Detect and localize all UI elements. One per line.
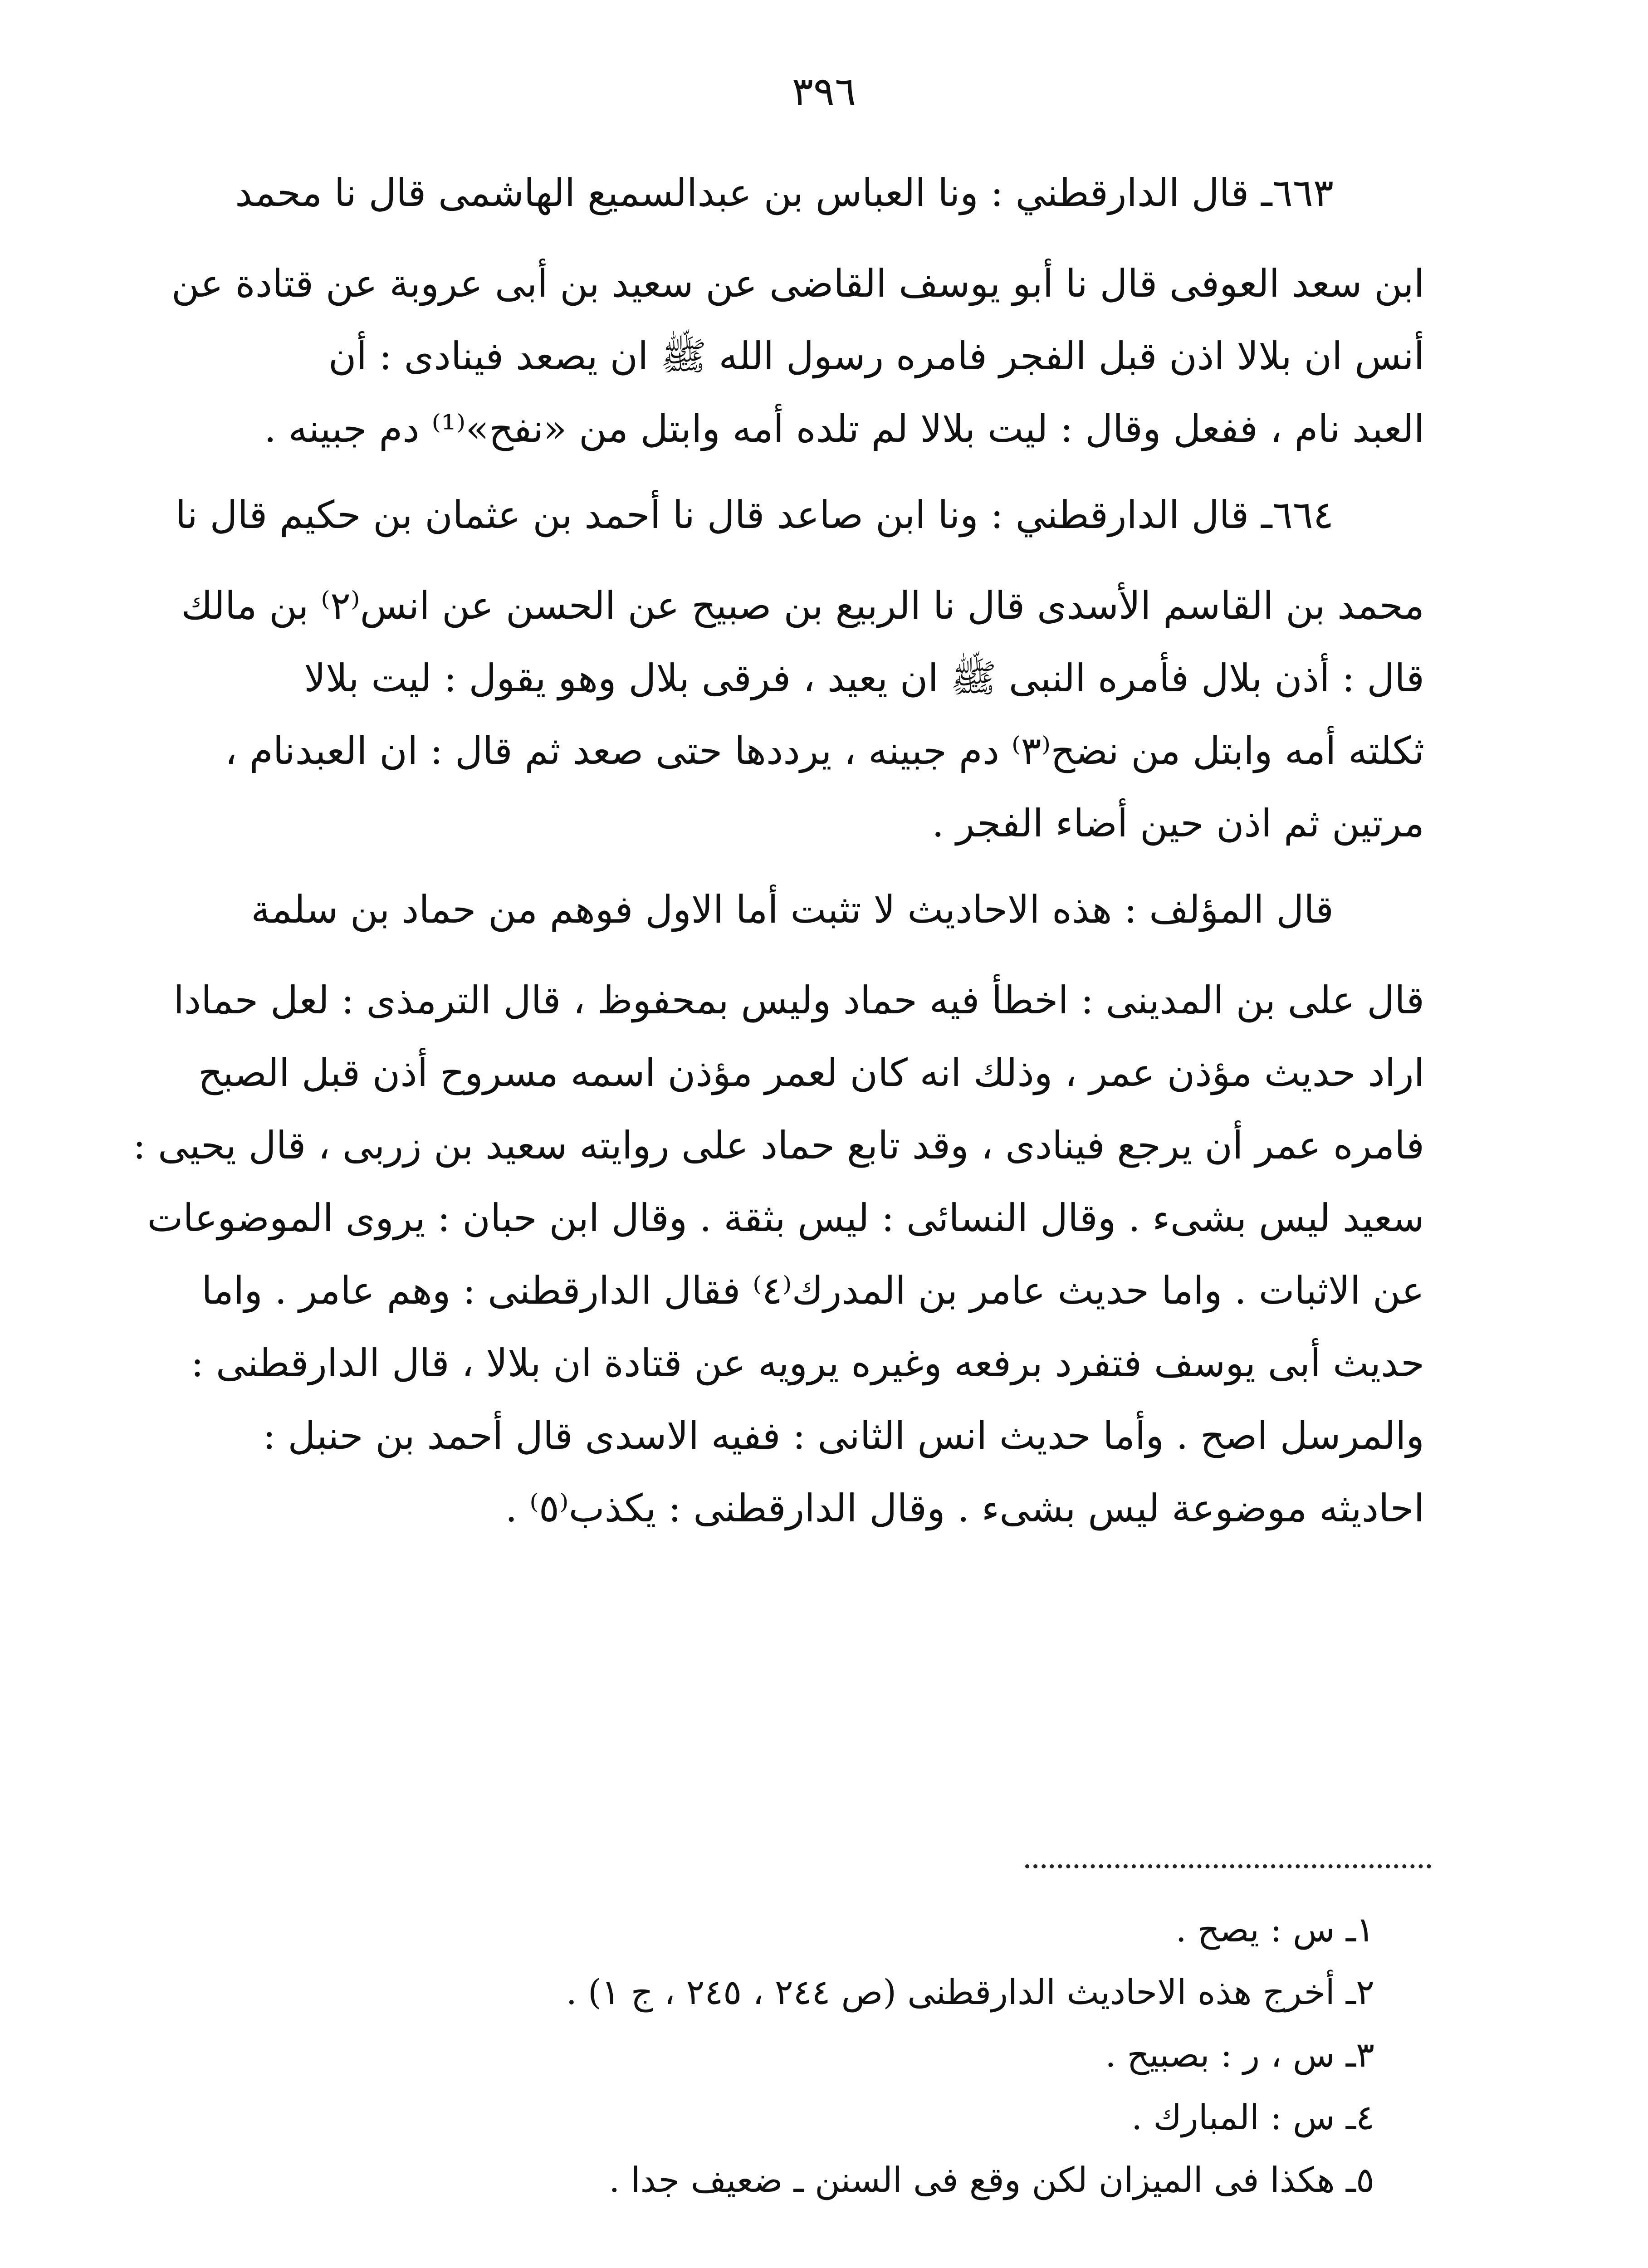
main-text — [64, 156, 1424, 1545]
text-line: قال : أذن بلال فأمره النبى ﷺ ان يعيد ، فرقى بلال وهو يقول : ليت بلالا — [304, 656, 1424, 700]
text-line: قال على بن المدينى : اخطأ فيه حماد وليس بمحفوظ ، قال الترمذى : لعل حمادا — [173, 978, 1424, 1022]
text-line: محمد بن القاسم الأسدى قال نا الربيع بن صبيح عن الحسن عن انس⁽٢⁾ بن مالك — [181, 583, 1424, 628]
text-line: ٦٦٤ـ قال الدارقطني : ونا ابن صاعد قال نا أحمد بن عثمان بن حكيم قال نا — [175, 493, 1334, 537]
footnote-separator — [1025, 1864, 1431, 1868]
text-line: قال المؤلف : هذه الاحاديث لا تثبت أما الاول فوهم من حماد بن سلمة — [251, 887, 1334, 932]
text-line: والمرسل اصح . وأما حديث انس الثانى : ففيه الاسدى قال أحمد بن حنبل : — [263, 1413, 1424, 1458]
hadith-entry-664 — [64, 479, 1424, 860]
text-line: احاديثه موضوعة ليس بشىء . وقال الدارقطنى : يكذب⁽٥⁾ . — [505, 1486, 1424, 1530]
text-line: أنس ان بلالا اذن قبل الفجر فامره رسول الله ﷺ ان يصعد فينادى : أن — [328, 334, 1424, 378]
text-line: ٦٦٣ـ قال الدارقطني : ونا العباس بن عبدالسميع الهاشمى قال نا محمد — [235, 171, 1334, 215]
text-line: ابن سعد العوفى قال نا أبو يوسف القاضى عن سعيد بن أبى عروبة عن قتادة عن — [171, 261, 1424, 306]
text-line: فامره عمر أن يرجع فينادى ، وقد تابع حماد على روايته سعيد بن زربى ، قال يحيى : — [132, 1123, 1424, 1168]
text-line: ثكلته أمه وابتل من نضح⁽٣⁾ دم جبينه ، يرددها حتى صعد ثم قال : ان العبدنام ، — [225, 728, 1424, 773]
hadith-entry-663 — [64, 156, 1424, 465]
footnote-item: ٢ـ أخرج هذه الاحاديث الدارقطنى (ص ٢٤٤ ، ٢٤٥ ، ج ١) . — [566, 1972, 1374, 2012]
text-line: سعيد ليس بشىء . وقال النسائى : ليس بثقة . وقال ابن حبان : يروى الموضوعات — [147, 1196, 1424, 1240]
page-number: ٣٩٦ — [792, 68, 856, 115]
footnote-item: ٣ـ س ، ر : بصبيح . — [1105, 2034, 1374, 2075]
text-line: مرتين ثم اذن حين أضاء الفجر . — [932, 801, 1424, 846]
text-line: العبد نام ، ففعل وقال : ليت بلالا لم تلده أمه وابتل من «نفح»⁽¹⁾ دم جبينه . — [264, 406, 1424, 451]
author-commentary — [64, 873, 1424, 1545]
footnotes — [336, 1898, 1424, 2211]
footnote-item: ٤ـ س : المبارك . — [1131, 2097, 1374, 2137]
footnote-item: ٥ـ هكذا فى الميزان لكن وقع فى السنن ـ ضعيف جدا . — [609, 2160, 1374, 2200]
footnote-item: ١ـ س : يصح . — [1175, 1909, 1374, 1950]
text-line: اراد حديث مؤذن عمر ، وذلك انه كان لعمر مؤذن اسمه مسروح أذن قبل الصبح — [198, 1051, 1424, 1095]
text-line: حديث أبى يوسف فتفرد برفعه وغيره يرويه عن قتادة ان بلالا ، قال الدارقطنى : — [191, 1341, 1424, 1385]
text-line: عن الاثبات . واما حديث عامر بن المدرك⁽٤⁾ فقال الدارقطنى : وهم عامر . واما — [201, 1268, 1424, 1313]
